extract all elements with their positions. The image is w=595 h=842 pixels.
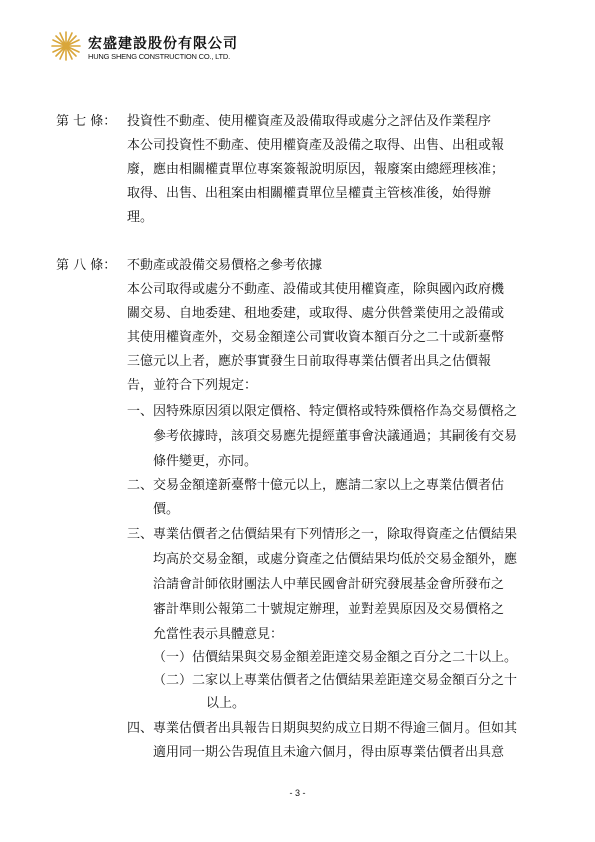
article-7-line: 投資性不動產、使用權資產及設備取得或處分之評估及作業程序 xyxy=(127,114,492,129)
article-7-line: 取得、出售、出租案由相關權責單位呈權責主管核准後，始得辦 xyxy=(127,186,492,201)
item-3-line: 專業估價者之估價結果有下列情形之一，除取得資產之估價結果 xyxy=(153,527,518,542)
article-7-line: 廢，應由相關權責單位專案簽報說明原因，報廢案由總經理核准； xyxy=(127,162,505,177)
item-2-line: 價。 xyxy=(153,502,180,517)
article-8-intro-line: 三億元以上者，應於事實發生日前取得專業估價者出具之估價報 xyxy=(127,354,492,369)
subitem-1-line: 估價結果與交易金額差距達交易金額之百分之二十以上。 xyxy=(192,650,518,665)
item-1-line: 參考依據時，該項交易應先提經董事會決議通過；其嗣後有交易 xyxy=(153,429,518,444)
item-2-marker: 二、 xyxy=(127,478,154,493)
article-8-title: 不動產或設備交易價格之參考依據 xyxy=(127,258,323,273)
item-1-line: 因特殊原因須以限定價格、特定價格或特殊價格作為交易價格之 xyxy=(153,404,518,419)
subitem-2-marker: （二） xyxy=(153,673,193,688)
article-8-intro-line: 本公司取得或處分不動產、設備或其使用權資產，除與國內政府機 xyxy=(127,282,505,297)
article-7-label: 第 七 條： xyxy=(56,114,117,129)
item-1-line: 條件變更，亦同。 xyxy=(153,454,258,469)
subitem-2-line: 二家以上專業估價者之估價結果差距達交易金額百分之十 xyxy=(192,673,518,688)
article-7-line: 理。 xyxy=(127,210,154,225)
item-4-marker: 四、 xyxy=(127,721,154,736)
item-3-line: 洽請會計師依財團法人中華民國會計研究發展基金會所發布之 xyxy=(153,577,505,592)
company-name-cn: 宏盛建設股份有限公司 xyxy=(88,36,238,52)
article-8-intro-line: 關交易、自地委建、租地委建，或取得、處分供營業使用之設備或 xyxy=(127,306,505,321)
item-3-line: 允當性表示具體意見： xyxy=(153,627,284,642)
item-3-line: 均高於交易金額，或處分資產之估價結果均低於交易金額外，應 xyxy=(153,552,518,567)
item-2-line: 交易金額達新臺幣十億元以上，應請二家以上之專業估價者估 xyxy=(153,478,505,493)
subitem-2-line: 以上。 xyxy=(206,696,246,711)
article-8-intro-line: 告，並符合下列規定： xyxy=(127,378,258,393)
sunburst-logo-icon xyxy=(50,30,82,62)
item-3-line: 審計準則公報第二十號規定辦理，並對差異原因及交易價格之 xyxy=(153,602,505,617)
item-3-marker: 三、 xyxy=(127,527,154,542)
company-name-en: HUNG SHENG CONSTRUCTION CO., LTD. xyxy=(88,52,231,61)
article-8-intro-line: 其使用權資產外，交易金額達公司實收資本額百分之二十或新臺幣 xyxy=(127,330,505,345)
item-4-line: 適用同一期公告現值且未逾六個月，得由原專業估價者出具意 xyxy=(153,745,505,760)
subitem-1-marker: （一） xyxy=(153,650,193,665)
item-4-line: 專業估價者出具報告日期與契約成立日期不得逾三個月。但如其 xyxy=(153,721,518,736)
article-8-label: 第 八 條： xyxy=(56,258,117,273)
page-number: - 3 - xyxy=(289,788,306,798)
item-1-marker: 一、 xyxy=(127,404,154,419)
article-7-line: 本公司投資性不動產、使用權資產及設備之取得、出售、出租或報 xyxy=(127,138,505,153)
